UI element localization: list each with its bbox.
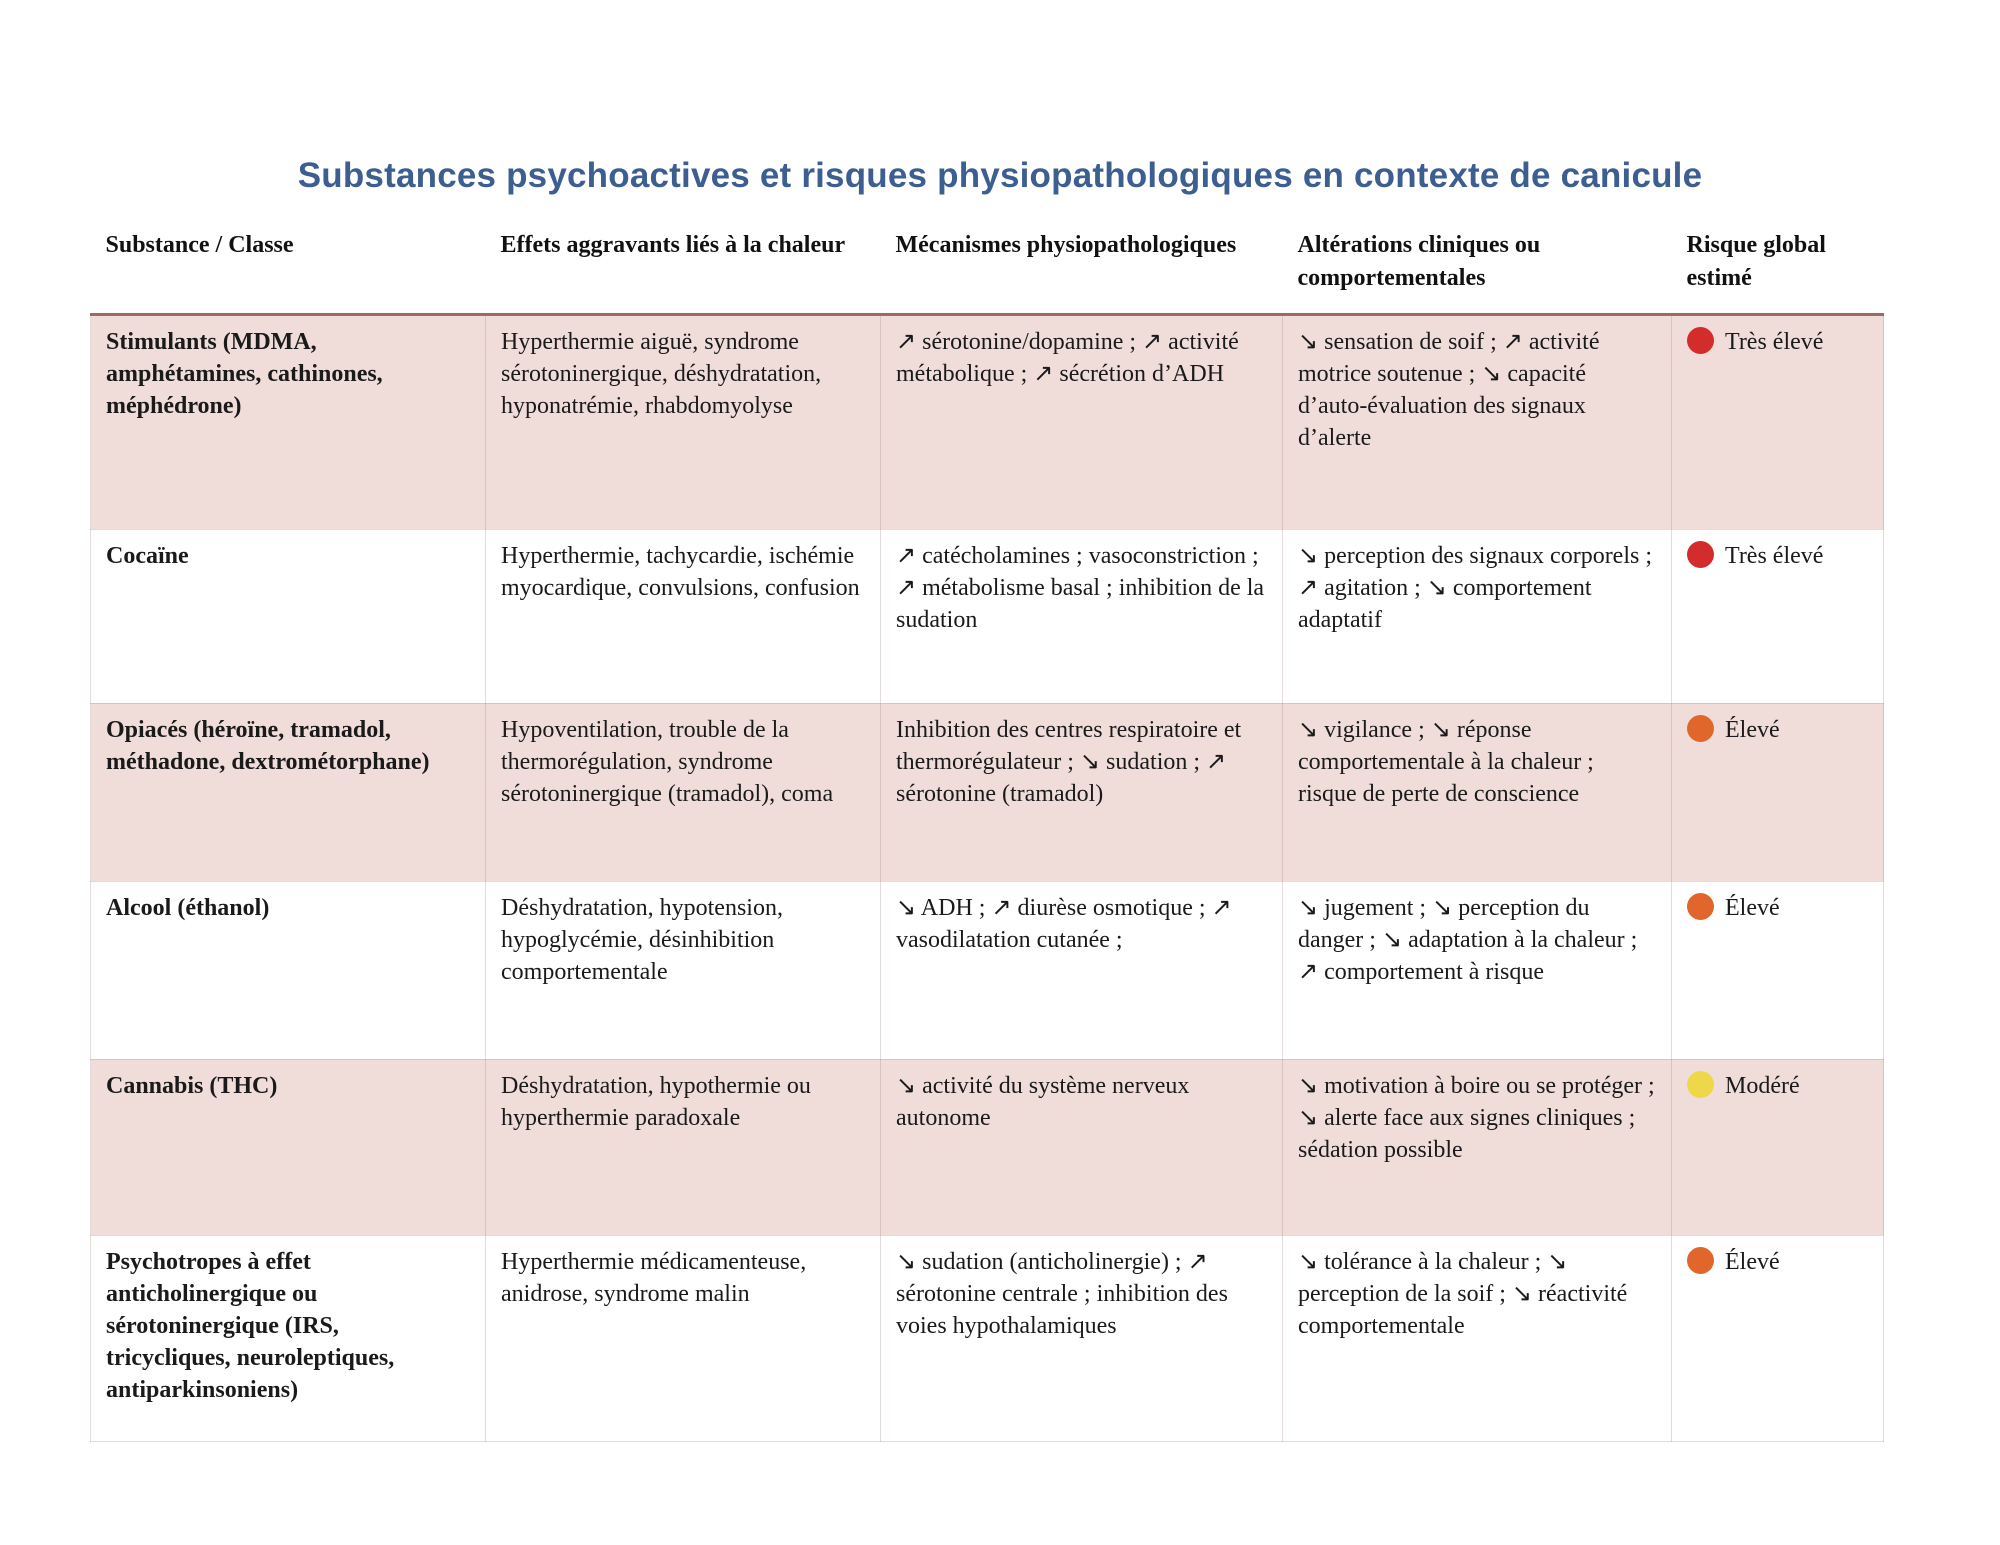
risk-dot-icon [1687,1071,1714,1098]
heat-effects-cell: Déshydratation, hypothermie ou hyperthermie paradoxale [486,1059,881,1235]
substance-cell: Cannabis (THC) [91,1059,486,1235]
substances-risk-table [90,225,1884,1442]
header-row [91,225,1884,314]
table-row-psychotropes [91,1235,1884,1441]
table-row-cocaine [91,529,1884,703]
risk-label: Élevé [1725,716,1780,743]
risk-dot-icon [1687,1247,1714,1274]
heat-effects-cell: Hyperthermie aiguë, syndrome sérotoninergique, déshydratation, hyponatrémie, rhabdomyolyse [486,314,881,529]
header-risk: Risque global estimé [1686,232,1826,291]
alterations-cell: ↘ tolérance à la chaleur ; ↘ perception de la soif ; ↘ réactivité comportementale [1283,1235,1672,1441]
header-mechanisms: Mécanismes physiopathologiques [895,232,1237,258]
risk-label: Très élevé [1725,542,1824,569]
table-row-alcool [91,881,1884,1059]
mechanisms-cell: Inhibition des centres respiratoire et thermorégulateur ; ↘ sudation ; ↗ sérotonine (tramadol) [881,703,1283,881]
risk-label: Élevé [1725,894,1780,921]
risk-label: Modéré [1725,1072,1800,1099]
risk-label: Très élevé [1725,328,1824,355]
risk-cell [1672,314,1884,529]
alterations-cell: ↘ jugement ; ↘ perception du danger ; ↘ adaptation à la chaleur ; ↗ comportement à risque [1283,881,1672,1059]
risk-dot-icon [1687,893,1714,920]
heat-effects-cell: Déshydratation, hypotension, hypoglycémie, désinhibition comportementale [486,881,881,1059]
alterations-cell: ↘ vigilance ; ↘ réponse comportementale à la chaleur ; risque de perte de conscience [1283,703,1672,881]
risk-cell [1672,703,1884,881]
mechanisms-cell: ↗ sérotonine/dopamine ; ↗ activité métabolique ; ↗ sécrétion d’ADH [881,314,1283,529]
substance-cell: Stimulants (MDMA, amphétamines, cathinones, méphédrone) [91,314,486,529]
mechanisms-cell: ↘ ADH ; ↗ diurèse osmotique ; ↗ vasodilatation cutanée ; [881,881,1283,1059]
header-heat-effects: Effets aggravants liés à la chaleur [500,232,846,258]
mechanisms-cell: ↗ catécholamines ; vasoconstriction ; ↗ métabolisme basal ; inhibition de la sudation [881,529,1283,703]
heat-effects-cell: Hyperthermie, tachycardie, ischémie myocardique, convulsions, confusion [486,529,881,703]
risk-cell [1672,1235,1884,1441]
risk-dot-icon [1687,327,1714,354]
table-row-cannabis [91,1059,1884,1235]
table-row-stimulants [91,314,1884,529]
header-alterations: Altérations cliniques ou comportementales [1297,232,1541,291]
substance-cell: Alcool (éthanol) [91,881,486,1059]
page-title: Substances psychoactives et risques physiopathologiques en contexte de canicule [297,156,1703,195]
risk-dot-icon [1687,715,1714,742]
mechanisms-cell: ↘ activité du système nerveux autonome [881,1059,1283,1235]
table-row-opiaces [91,703,1884,881]
risk-cell [1672,881,1884,1059]
risk-cell [1672,1059,1884,1235]
substance-cell: Psychotropes à effet anticholinergique ou sérotoninergique (IRS, tricycliques, neuroleptiques, antiparkinsoniens) [91,1235,486,1441]
substance-cell: Cocaïne [91,529,486,703]
heat-effects-cell: Hypoventilation, trouble de la thermorégulation, syndrome sérotoninergique (tramadol), coma [486,703,881,881]
alterations-cell: ↘ perception des signaux corporels ; ↗ agitation ; ↘ comportement adaptatif [1283,529,1672,703]
header-substance: Substance / Classe [105,232,294,258]
risk-label: Élevé [1725,1248,1780,1275]
alterations-cell: ↘ motivation à boire ou se protéger ; ↘ alerte face aux signes cliniques ; sédation possible [1283,1059,1672,1235]
mechanisms-cell: ↘ sudation (anticholinergie) ; ↗ sérotonine centrale ; inhibition des voies hypothalamiques [881,1235,1283,1441]
alterations-cell: ↘ sensation de soif ; ↗ activité motrice soutenue ; ↘ capacité d’auto-évaluation des signaux d’alerte [1283,314,1672,529]
risk-dot-icon [1687,541,1714,568]
heat-effects-cell: Hyperthermie médicamenteuse, anidrose, syndrome malin [486,1235,881,1441]
risk-cell [1672,529,1884,703]
substance-cell: Opiacés (héroïne, tramadol, méthadone, dextrométorphane) [91,703,486,881]
